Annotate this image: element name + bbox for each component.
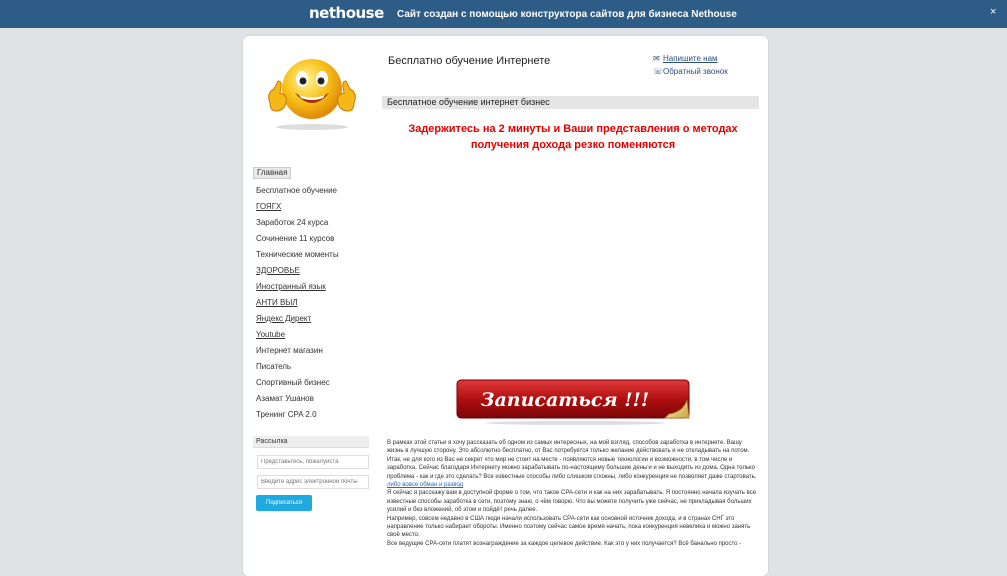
newsletter-title: Рассылка bbox=[253, 436, 369, 448]
article-paragraph: Все ведущие CPA-сети платят вознаграждение за каждое целевое действие. Как это у них получается? Всё банально просто - bbox=[387, 540, 742, 547]
write-us-label: Напишите нам bbox=[663, 54, 718, 63]
signup-button-label: Записаться !!! bbox=[480, 389, 650, 411]
menu-item-foreign-language[interactable] bbox=[253, 279, 373, 295]
name-input[interactable] bbox=[257, 455, 369, 469]
menu-item-writer[interactable]: Писатель bbox=[256, 362, 292, 371]
smiley-thumbs-up-image bbox=[262, 53, 362, 131]
email-input[interactable] bbox=[257, 475, 369, 489]
article-body bbox=[387, 439, 760, 548]
callback-label: Обратный звонок bbox=[663, 67, 728, 76]
callback-link[interactable] bbox=[653, 67, 728, 76]
menu-item-cpa-training[interactable]: Тренинг CPA 2.0 bbox=[256, 410, 317, 419]
article-paragraph bbox=[387, 456, 760, 490]
article-paragraph: Например, совсем недавно в США люди начали использовать CPA-сети как основной источник дохода, и в странах СНГ это направление только набирает обороты. Именно поэтому сейчас самое время начать, пока конкуренция невелика и можно занять своё место. bbox=[387, 515, 751, 539]
phone-icon: ☏ bbox=[653, 67, 664, 76]
menu-item-label: АНТИ ВЫЛ bbox=[256, 298, 298, 307]
nethouse-logo[interactable]: nethouse bbox=[309, 4, 384, 22]
menu-item-azamat[interactable]: Азамат Ушанов bbox=[256, 394, 314, 403]
menu-item-online-store[interactable]: Интернет магазин bbox=[256, 346, 323, 355]
menu-item-label: Иностранный язык bbox=[256, 282, 326, 291]
menu-item-sport-business[interactable]: Спортивный бизнес bbox=[256, 378, 330, 387]
close-icon[interactable]: × bbox=[990, 6, 997, 18]
subscribe-button[interactable]: Подписаться bbox=[256, 495, 312, 511]
article-text: Итак, не для кого из Вас не секрет что мир не стоит на месте - появляются новые технологии и возможности, в том числе и заработка. Сейчас благодаря Интернету можно зарабатывать по-настоящему большие деньги и не выходить из дома. Одна только проблема - как и где это сделать? Все известные способы либо слишком сложны, либо конкуренция не позволяет даже стартовать, bbox=[387, 456, 757, 480]
newsletter-form bbox=[253, 436, 369, 511]
menu-item-label: ГОЯГХ bbox=[256, 202, 282, 211]
menu-item-goyagh[interactable] bbox=[253, 199, 373, 215]
menu-item-earning[interactable]: Заработок 24 курса bbox=[256, 218, 329, 227]
menu-item-yandex-direct[interactable] bbox=[253, 311, 373, 327]
section-title-bar: Бесплатное обучение интернет бизнес bbox=[382, 96, 759, 109]
menu-item-home[interactable]: Главная bbox=[253, 167, 291, 179]
menu-item-youtube[interactable] bbox=[253, 327, 373, 343]
main-headline: Задержитесь на 2 минуты и Ваши представления о методах получения дохода резко поменяются bbox=[408, 123, 738, 151]
menu-item-essay[interactable]: Сочинение 11 курсов bbox=[256, 234, 335, 243]
topbar-tagline[interactable]: Сайт создан с помощью конструктора сайтов для бизнеса Nethouse bbox=[397, 9, 737, 20]
menu-item-label: Youtube bbox=[256, 330, 286, 339]
menu-item-free-training[interactable]: Бесплатное обучение bbox=[256, 186, 337, 195]
envelope-icon: ✉ bbox=[653, 54, 660, 63]
site-title: Бесплатно обучение Интернете bbox=[388, 55, 551, 67]
menu-item-anti[interactable] bbox=[253, 295, 373, 311]
signup-banner-button[interactable] bbox=[455, 378, 695, 426]
sidebar-menu bbox=[253, 162, 373, 423]
menu-item-label: Яндекс Директ bbox=[256, 314, 312, 323]
nethouse-topbar bbox=[0, 0, 1007, 28]
write-us-link[interactable] bbox=[653, 54, 718, 63]
article-paragraph: В рамках этой статьи я хочу рассказать об одном из самых интересных, на мой взгляд, способов заработка в интернете. Вашу жизнь в лучшую сторону. Это абсолютно бесплатно, от Вас потребуется только желание действовать и не откладывать на потом. bbox=[387, 440, 750, 455]
article-paragraph: Я сейчас я расскажу вам в доступной форме о том, что такое CPA-сети и как на них зарабатывать. Я постоянно начала изучать все известные способы заработка в сети, поэтому знаю, о чём говорю. Что вы можете получить уже сейчас, не прикладывая больших усилий и без вложений, об этом и пойдёт речь далее. bbox=[387, 490, 757, 514]
menu-item-label: ЗДОРОВЬЕ bbox=[256, 266, 300, 275]
menu-item-technical[interactable]: Технические моменты bbox=[256, 250, 339, 259]
menu-item-health[interactable] bbox=[253, 263, 373, 279]
article-link[interactable]: либо вовсе обман и развод bbox=[387, 482, 464, 489]
